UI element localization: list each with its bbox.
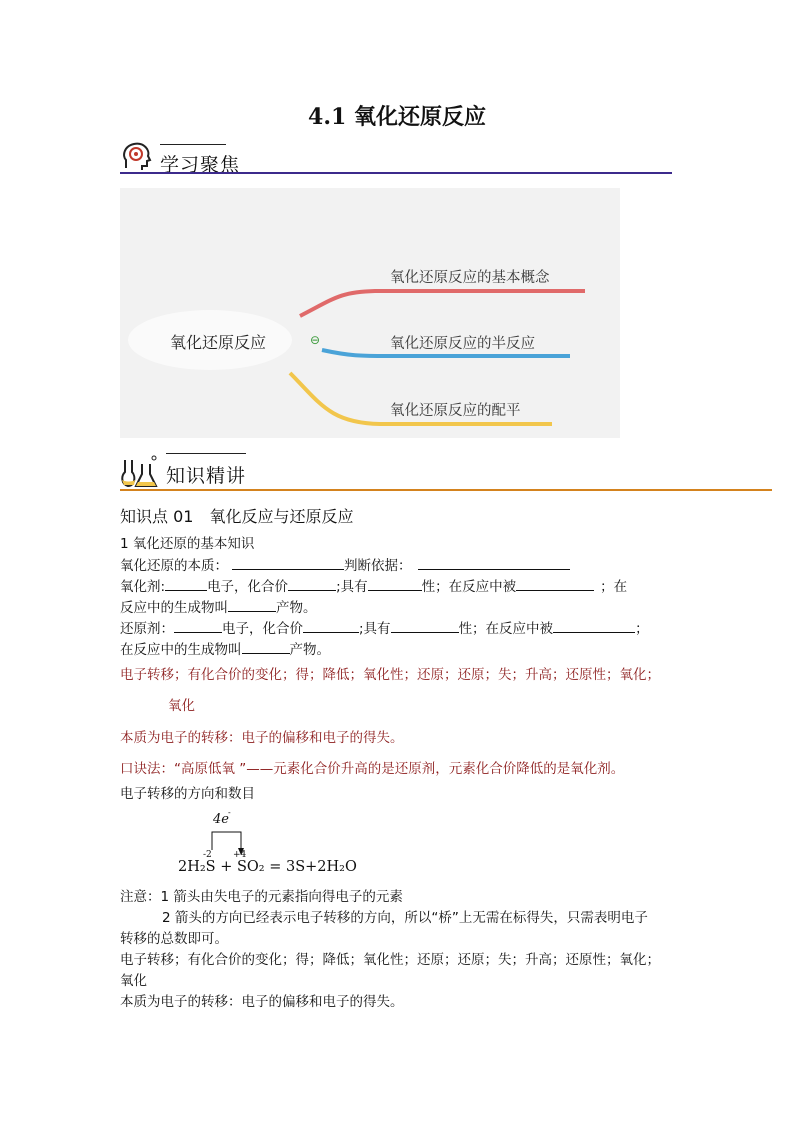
- flask-icon: [120, 452, 160, 490]
- mindmap-branches: [120, 188, 620, 438]
- note-3: 转移的总数即可。: [120, 931, 228, 947]
- mnemonic: 口诀法：“高原低氧 ”——元素化合价升高的是还原剂，元素化合价降低的是氧化剂。: [120, 761, 625, 777]
- mindmap-branch-3: 氧化还原反应的配平: [390, 403, 521, 419]
- note-1: 注意：1 箭头由失电子的元素指向得电子的元素: [120, 889, 403, 905]
- section-rule: [120, 172, 672, 174]
- header-accent-rule: [160, 144, 226, 145]
- ox-state-s-plus4: +4: [233, 850, 247, 860]
- subheading-basics: 1 氧化还原的基本知识: [120, 536, 255, 552]
- fill-line-reductant-product: 在反应中的生成物叫 产物。: [120, 642, 330, 658]
- collapse-toggle-icon[interactable]: ⊖: [310, 333, 321, 347]
- knowledge-point-title: 知识点 01 氧化反应与还原反应: [120, 507, 354, 526]
- page-title: 4.1 氧化还原反应: [308, 104, 486, 130]
- fill-line-oxidant-product: 反应中的生成物叫 产物。: [120, 600, 317, 616]
- mindmap-center: 氧化还原反应: [170, 333, 267, 352]
- section-rule-2: [120, 489, 772, 491]
- section-heading-knowledge: 知识精讲: [166, 465, 247, 487]
- chemical-equation: 2H₂S + SO₂ = 3S+2H₂O: [178, 859, 357, 875]
- ox-state-s-minus2: -2: [203, 850, 212, 860]
- header-accent-rule-2: [166, 453, 246, 454]
- transfer-direction-heading: 电子转移的方向和数目: [120, 786, 255, 802]
- mindmap-branch-1: 氧化还原反应的基本概念: [390, 270, 550, 286]
- electron-count: 4e: [213, 812, 229, 827]
- fill-line-reductant: 还原剂： 电子，化合价 ;具有 性；在反应中被 ；: [120, 621, 649, 637]
- electron-sign: -: [228, 808, 231, 817]
- mindmap-branch-2: 氧化还原反应的半反应: [390, 336, 535, 352]
- mindmap: [120, 188, 620, 438]
- fill-line-oxidant: 氧化剂: 电子，化合价 ;具有 性；在反应中被 ；在: [120, 579, 628, 595]
- answer-essence: 本质为电子的转移：电子的偏移和电子的得失。: [120, 730, 404, 746]
- note-2: 2 箭头的方向已经表示电子转移的方向，所以“桥”上无需在标得失，只需表明电子: [162, 910, 648, 926]
- answer-line-1: 电子转移；有化合价的变化；得；降低；氧化性；还原；还原；失；升高；还原性；氧化；: [120, 667, 660, 683]
- brain-icon: [120, 140, 154, 174]
- answer-line-1b: 氧化: [168, 698, 195, 714]
- fill-line-essence: 氧化还原的本质： 判断依据：: [120, 556, 570, 575]
- repeat-answer-line: 电子转移；有化合价的变化；得；降低；氧化性；还原；还原；失；升高；还原性；氧化；: [120, 952, 660, 968]
- electron-transfer-equation: [170, 808, 370, 884]
- repeat-essence: 本质为电子的转移：电子的偏移和电子的得失。: [120, 994, 404, 1010]
- repeat-answer-line-b: 氧化: [120, 973, 147, 989]
- section-heading-focus: 学习聚焦: [160, 154, 241, 176]
